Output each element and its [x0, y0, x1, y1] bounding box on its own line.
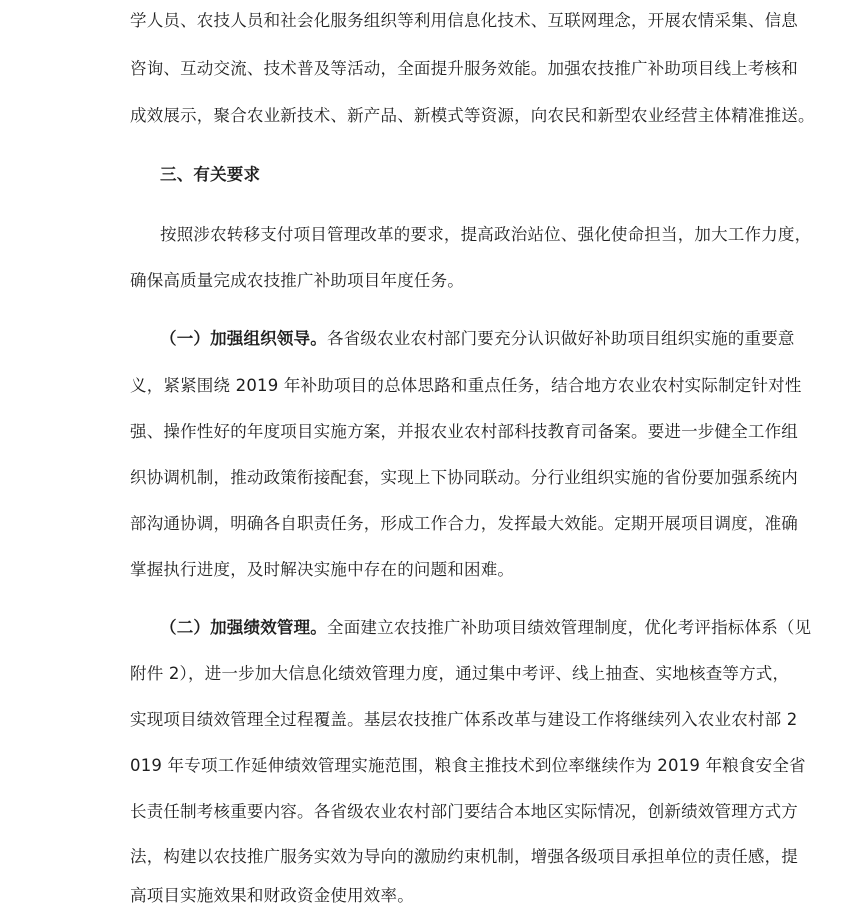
- paragraph-line: 学人员、农技人员和社会化服务组织等利用信息化技术、互联网理念，开展农情采集、信息: [130, 11, 798, 30]
- paragraph-line: 织协调机制，推动政策衔接配套，实现上下协同联动。分行业组织实施的省份要加强系统内: [130, 468, 798, 487]
- paragraph-line: 确保高质量完成农技推广补助项目年度任务。: [130, 271, 464, 290]
- paragraph-line: 按照涉农转移支付项目管理改革的要求，提高政治站位、强化使命担当，加大工作力度，: [160, 225, 812, 244]
- paragraph-text: 全面建立农技推广补助项目绩效管理制度，优化考评指标体系（见: [327, 618, 812, 637]
- paragraph-line: 强、操作性好的年度项目实施方案，并报农业农村部科技教育司备案。要进一步健全工作组: [130, 422, 798, 441]
- paragraph-line: 成效展示，聚合农业新技术、新产品、新模式等资源，向农民和新型农业经营主体精准推送。: [130, 106, 815, 125]
- paragraph-line: 附件 2），进一步加大信息化绩效管理力度，通过集中考评、线上抽查、实地核查等方式，: [130, 664, 790, 683]
- paragraph-line: 咨询、互动交流、技术普及等活动，全面提升服务效能。加强农技推广补助项目线上考核和: [130, 59, 798, 78]
- paragraph-line: 019 年专项工作延伸绩效管理实施范围，粮食主推技术到位率继续作为 2019 年粮食安全省: [130, 756, 806, 775]
- paragraph-first-line: [0, 617, 860, 639]
- subsection-title: （二）加强绩效管理。: [160, 618, 327, 637]
- paragraph-line: 义，紧紧围绕 2019 年补助项目的总体思路和重点任务，结合地方农业农村实际制定针对性: [130, 376, 802, 395]
- paragraph-line: 法，构建以农技推广服务实效为导向的激励约束机制，增强各级项目承担单位的责任感，提: [130, 847, 798, 866]
- paragraph-line: 部沟通协调，明确各自职责任务，形成工作合力，发挥最大效能。定期开展项目调度，准确: [130, 514, 798, 533]
- paragraph-line: 长责任制考核重要内容。各省级农业农村部门要结合本地区实际情况，创新绩效管理方式方: [130, 802, 798, 821]
- paragraph-line: 高项目实施效果和财政资金使用效率。: [130, 886, 414, 905]
- paragraph-text: 各省级农业农村部门要充分认识做好补助项目组织实施的重要意: [327, 329, 795, 348]
- paragraph-line: 实现项目绩效管理全过程覆盖。基层农技推广体系改革与建设工作将继续列入农业农村部 2: [130, 710, 798, 729]
- paragraph-line: 掌握执行进度，及时解决实施中存在的问题和困难。: [130, 560, 515, 579]
- section-heading: 三、有关要求: [160, 165, 261, 184]
- paragraph-first-line: [0, 328, 860, 350]
- subsection-title: （一）加强组织领导。: [160, 329, 327, 348]
